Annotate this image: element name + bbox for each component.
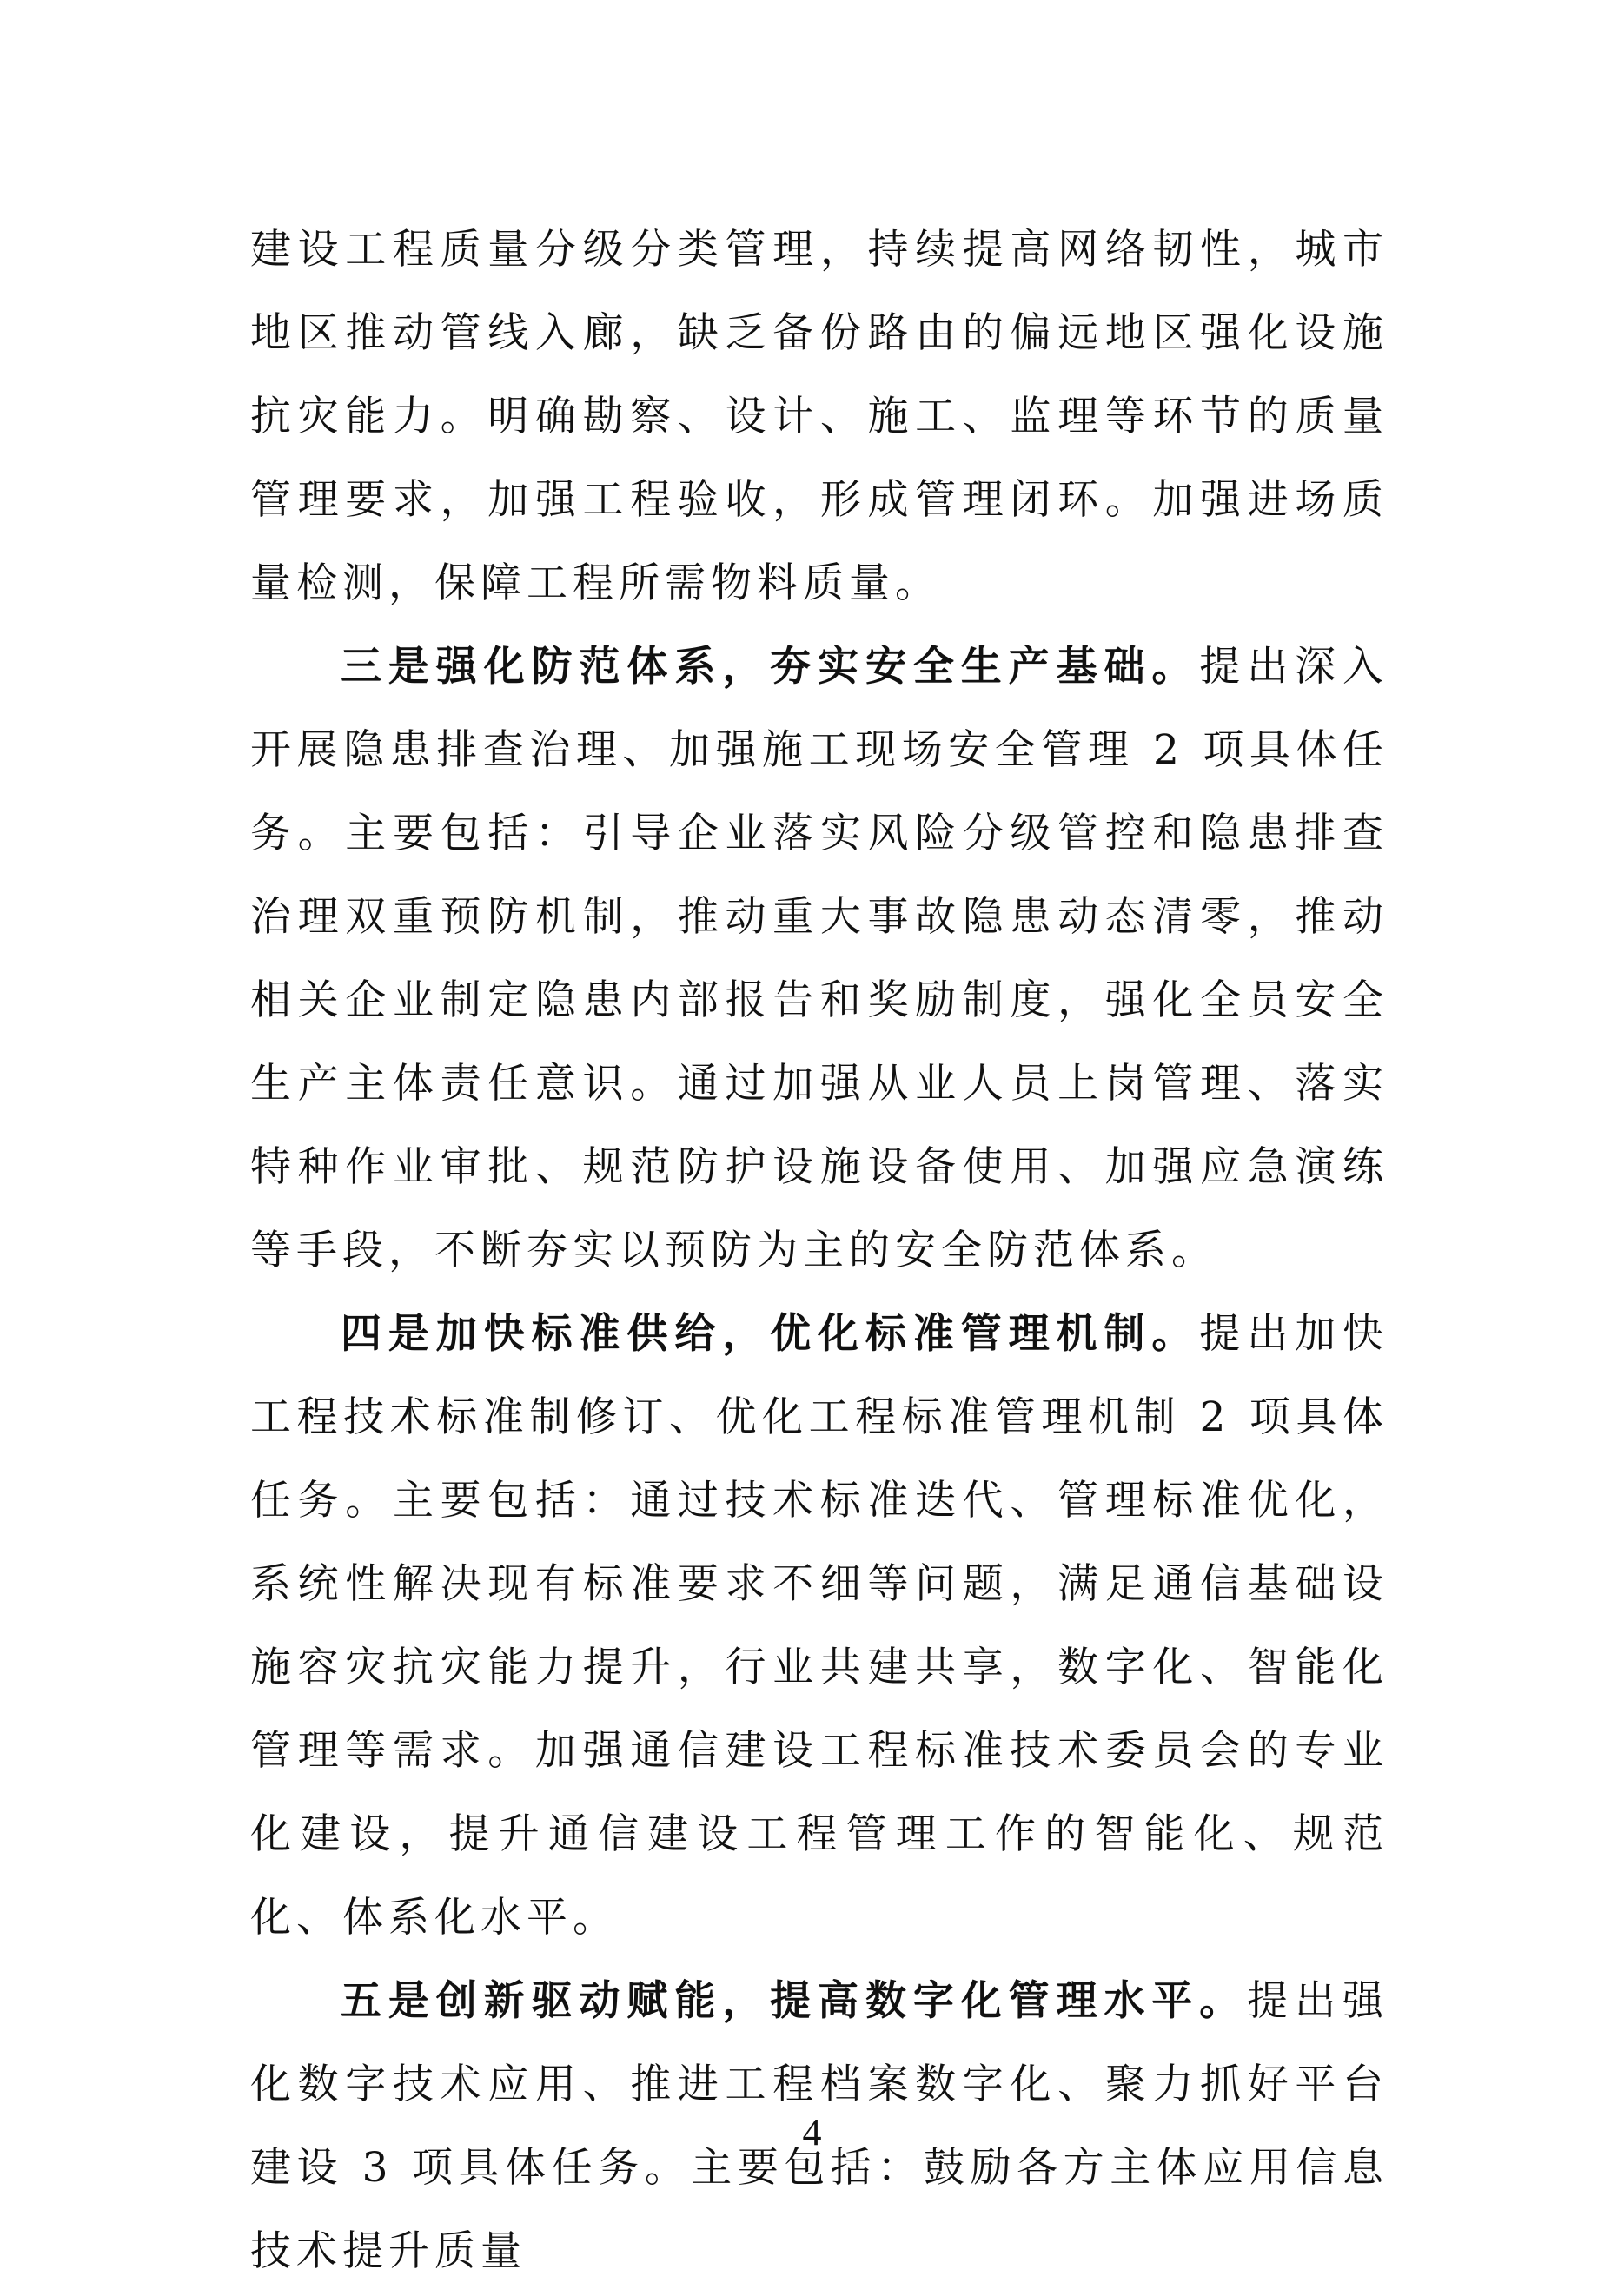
- paragraph-section-four: [250, 1293, 1389, 1960]
- paragraph-text: 建设工程质量分级分类管理，持续提高网络韧性，城市地区推动管线入廊，缺乏备份路由的偏远地区强化设施抗灾能力。明确勘察、设计、施工、监理等环节的质量管理要求，加强工程验收，形成管理闭环。加强进场质量检测，保障工程所需物料质量。: [250, 226, 1389, 607]
- paragraph-heading: 五是创新驱动赋能，提高数字化管理水平。: [341, 1977, 1248, 2025]
- paragraph-text: 提出强化数字技术应用、推进工程档案数字化、聚力抓好平台建设 3 项具体任务。主要包括：鼓励各方主体应用信息技术提升质量: [250, 1977, 1389, 2275]
- document-body: [250, 208, 1389, 2293]
- page-number: 4: [802, 2111, 822, 2154]
- paragraph-heading: 四是加快标准供给，优化标准管理机制。: [341, 1310, 1200, 1358]
- paragraph-text: 提出深入开展隐患排查治理、加强施工现场安全管理 2 项具体任务。主要包括：引导企业落实风险分级管控和隐患排查治理双重预防机制，推动重大事故隐患动态清零，推动相关企业制定隐患内部报告和奖励制度，强化全员安全生产主体责任意识。通过加强从业人员上岗管理、落实特种作业审批、规范防护设施设备使用、加强应急演练等手段，不断夯实以预防为主的安全防范体系。: [250, 643, 1389, 1274]
- paragraph-section-three: [250, 625, 1389, 1293]
- paragraph-heading: 三是强化防范体系，夯实安全生产基础。: [341, 643, 1200, 691]
- paragraph-continuation: [250, 208, 1389, 625]
- paragraph-text: 提出加快工程技术标准制修订、优化工程标准管理机制 2 项具体任务。主要包括：通过技术标准迭代、管理标准优化，系统性解决现有标准要求不细等问题，满足通信基础设施容灾抗灾能力提升，行业共建共享，数字化、智能化管理等需求。加强通信建设工程标准技术委员会的专业化建设，提升通信建设工程管理工作的智能化、规范化、体系化水平。: [250, 1310, 1389, 1942]
